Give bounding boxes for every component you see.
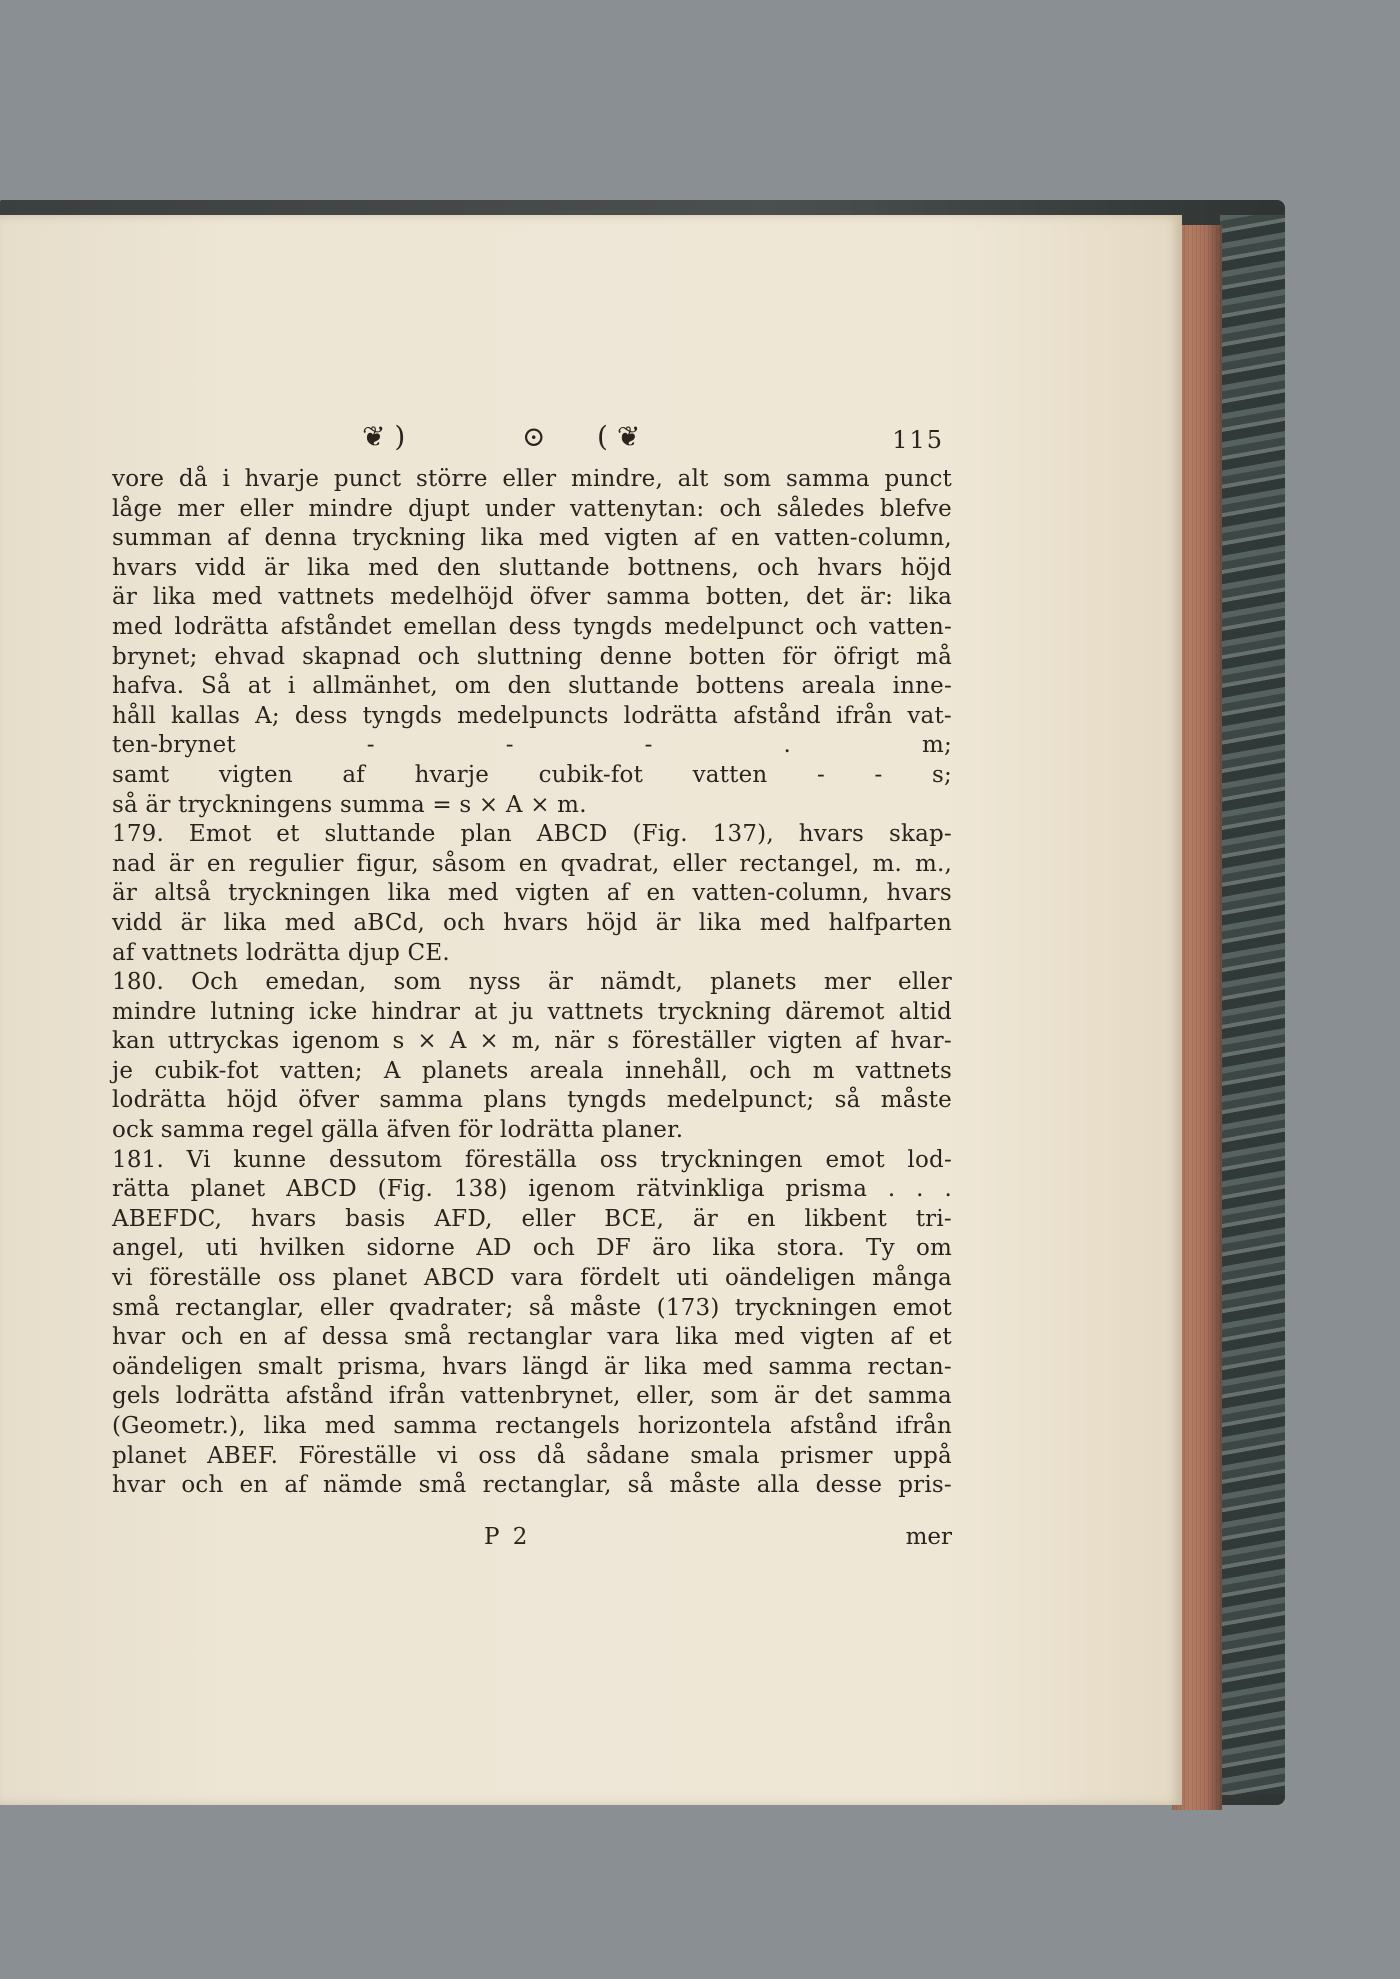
text-line: vore då i hvarje punct större eller mindre, alt som samma punct bbox=[112, 466, 952, 492]
text-line: är altså tryckningen lika med vigten af en vatten-column, hvars bbox=[112, 880, 952, 907]
text-line: (Geometr.), lika med samma rectangels horizontela afstånd ifrån bbox=[112, 1413, 952, 1439]
text-line: hvar och en af nämde små rectanglar, så måste alla desse pris- bbox=[112, 1472, 952, 1499]
text-line: ock samma regel gälla äfven för lodrätta planer. bbox=[112, 1117, 684, 1144]
text-line: lodrätta höjd öfver samma plans tyngds medelpunct; så måste bbox=[112, 1087, 952, 1114]
text-line: je cubik-fot vatten; A planets areala innehåll, och m vattnets bbox=[112, 1057, 952, 1084]
text-line: 180. Och emedan, som nyss är nämdt, planets mer eller bbox=[112, 969, 952, 996]
text-line: är lika med vattnets medelhöjd öfver samma botten, det är: lika bbox=[112, 584, 952, 611]
text-line: ABEFDC, hvars basis AFD, eller BCE, är en likbent tri- bbox=[112, 1205, 952, 1232]
text-line: mindre lutning icke hindrar at ju vattnets tryckning däremot altid bbox=[112, 998, 952, 1025]
page-footer bbox=[112, 1524, 952, 1556]
text-line: angel, uti hvilken sidorne AD och DF äro lika stora. Ty om bbox=[112, 1235, 952, 1262]
marbled-board bbox=[1220, 215, 1285, 1795]
text-line: planet ABEF. Föreställe vi oss då sådane smala prismer uppå bbox=[112, 1442, 952, 1469]
body-text bbox=[112, 465, 952, 1501]
text-line: ten-brynet - - - . m; bbox=[112, 732, 952, 759]
center-ornament: ⊙ bbox=[522, 420, 546, 453]
text-line: små rectanglar, eller qvadrater; så måste (173) tryckningen emot bbox=[112, 1294, 952, 1321]
text-line: brynet; ehvad skapnad och sluttning denne botten för öfrigt må bbox=[112, 643, 952, 670]
text-line: vi föreställe oss planet ABCD vara fördelt uti oändeligen många bbox=[112, 1265, 952, 1292]
text-line: 181. Vi kunne dessutom föreställa oss tryckningen emot lod- bbox=[112, 1146, 952, 1173]
text-line: med lodrätta afståndet emellan dess tyngds medelpunct och vatten- bbox=[112, 613, 952, 640]
text-line: hvars vidd är lika med den sluttande bottnens, och hvars höjd bbox=[112, 554, 952, 581]
text-line: låge mer eller mindre djupt under vattenytan: och således blefve bbox=[112, 495, 952, 522]
text-line: håll kallas A; dess tyngds medelpuncts lodrätta afstånd ifrån vat- bbox=[112, 702, 952, 729]
text-line: gels lodrätta afstånd ifrån vattenbrynet, eller, som är det samma bbox=[112, 1383, 952, 1410]
text-line: oändeligen smalt prisma, hvars längd är lika med samma rectan- bbox=[112, 1353, 952, 1380]
text-line: summan af denna tryckning lika med vigten af en vatten-column, bbox=[112, 525, 952, 552]
text-line: kan uttryckas igenom s × A × m, när s föreställer vigten af hvar- bbox=[112, 1028, 952, 1055]
text-line: nad är en regulier figur, såsom en qvadrat, eller rectangel, m. m., bbox=[112, 850, 952, 877]
text-line: hafva. Så at i allmänhet, om den sluttande bottens areala inne- bbox=[112, 673, 952, 700]
right-ornament: ( ❦ bbox=[597, 420, 641, 453]
page-number: 115 bbox=[892, 426, 944, 454]
text-line: så är tryckningens summa = s × A × m. bbox=[112, 791, 587, 818]
text-line: samt vigten af hvarje cubik-fot vatten - - s; bbox=[112, 761, 952, 788]
catchword: mer bbox=[905, 1524, 952, 1550]
left-ornament: ❦ ) bbox=[362, 420, 406, 453]
text-line: vidd är lika med aBCd, och hvars höjd är lika med halfparten bbox=[112, 909, 952, 936]
running-head bbox=[112, 420, 952, 460]
text-line: hvar och en af dessa små rectanglar vara lika med vigten af et bbox=[112, 1324, 952, 1351]
text-line: rätta planet ABCD (Fig. 138) igenom rätvinkliga prisma . . . bbox=[112, 1176, 952, 1203]
text-line: af vattnets lodrätta djup CE. bbox=[112, 939, 450, 966]
text-line: 179. Emot et sluttande plan ABCD (Fig. 137), hvars skap- bbox=[112, 821, 952, 848]
signature-mark: P 2 bbox=[484, 1524, 531, 1550]
